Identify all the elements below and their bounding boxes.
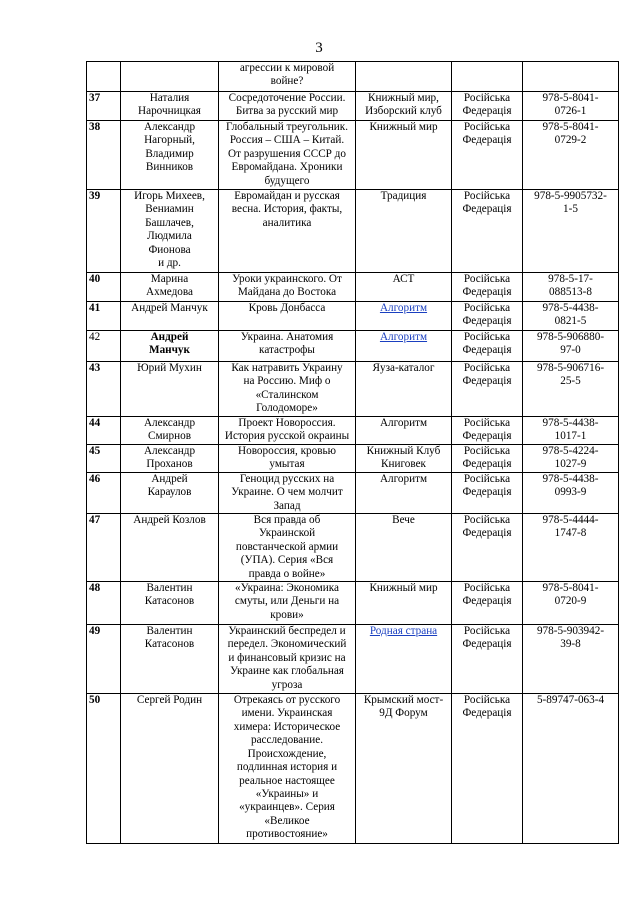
country-cell: Російська Федерація xyxy=(452,302,523,331)
table-row xyxy=(87,92,619,121)
table-row xyxy=(87,514,619,582)
publisher-link[interactable]: Алгоритм xyxy=(379,302,428,314)
num-cell: 37 xyxy=(87,92,121,121)
table-row xyxy=(87,331,619,362)
publisher-link[interactable]: Алгоритм xyxy=(379,331,428,343)
author-cell xyxy=(121,62,219,92)
country-cell xyxy=(452,62,523,92)
table-row xyxy=(87,417,619,445)
country-cell: Російська Федерація xyxy=(452,445,523,473)
country-cell: Російська Федерація xyxy=(452,121,523,190)
table-row xyxy=(87,625,619,694)
author-cell: Сергей Родин xyxy=(121,694,219,844)
title-cell: Кровь Донбасса xyxy=(219,302,356,331)
country-cell: Російська Федерація xyxy=(452,417,523,445)
table-row xyxy=(87,445,619,473)
author-cell: Валентин Катасонов xyxy=(121,625,219,694)
title-cell: Вся правда об Украинской повстанческой армии (УПА). Серия «Вся правда о войне» xyxy=(219,514,356,582)
num-cell: 48 xyxy=(87,582,121,625)
publisher-cell: Яуза-каталог xyxy=(356,362,452,417)
author-cell: Андрей Козлов xyxy=(121,514,219,582)
table-row xyxy=(87,582,619,625)
isbn-cell xyxy=(523,62,619,92)
num-cell: 50 xyxy=(87,694,121,844)
publisher-cell xyxy=(356,331,452,362)
table-row xyxy=(87,62,619,92)
author-cell: Марина Ахмедова xyxy=(121,273,219,302)
title-cell: Проект Новороссия. История русской окраины xyxy=(219,417,356,445)
publisher-cell: Книжный мир, Изборский клуб xyxy=(356,92,452,121)
isbn-cell: 978-5-4438- 0993-9 xyxy=(523,472,619,513)
table-row xyxy=(87,362,619,417)
publisher-cell xyxy=(356,62,452,92)
num-cell xyxy=(87,62,121,92)
num-cell: 42 xyxy=(87,331,121,362)
table-row xyxy=(87,273,619,302)
publisher-link[interactable]: Родная страна xyxy=(369,625,438,638)
page-number: 3 xyxy=(315,40,323,56)
author-cell: Александр Смирнов xyxy=(121,417,219,445)
title-cell: Как натравить Украину на Россию. Миф о «Сталинском Голодоморе» xyxy=(219,362,356,417)
isbn-cell: 978-5-903942- 39-8 xyxy=(523,625,619,694)
isbn-cell: 978-5-4444- 1747-8 xyxy=(523,514,619,582)
publisher-cell: Крымский мост- 9Д Форум xyxy=(356,694,452,844)
country-cell: Російська Федерація xyxy=(452,514,523,582)
isbn-cell: 978-5-9905732- 1-5 xyxy=(523,190,619,273)
num-cell: 47 xyxy=(87,514,121,582)
country-cell: Російська Федерація xyxy=(452,331,523,362)
books-table xyxy=(86,61,619,844)
table-row xyxy=(87,472,619,513)
country-cell: Російська Федерація xyxy=(452,92,523,121)
title-cell: агрессии к мировой войне? xyxy=(219,62,356,92)
title-cell: Украина. Анатомия катастрофы xyxy=(219,331,356,362)
author-cell: Андрей Караулов xyxy=(121,472,219,513)
publisher-cell: Традиция xyxy=(356,190,452,273)
author-cell: Игорь Михеев, Вениамин Башлачев, Людмила Фионова и др. xyxy=(121,190,219,273)
publisher-cell xyxy=(356,302,452,331)
isbn-cell: 978-5-4438- 1017-1 xyxy=(523,417,619,445)
isbn-cell: 978-5-4224- 1027-9 xyxy=(523,445,619,473)
num-cell: 49 xyxy=(87,625,121,694)
title-cell: Глобальный треугольник. Россия – США – Китай. От разрушения СССР до Евромайдана. Хроники будущего xyxy=(219,121,356,190)
country-cell: Російська Федерація xyxy=(452,472,523,513)
title-cell: Геноцид русских на Украине. О чем молчит Запад xyxy=(219,472,356,513)
isbn-cell: 978-5-906716- 25-5 xyxy=(523,362,619,417)
publisher-cell: Алгоритм xyxy=(356,472,452,513)
title-cell: Сосредоточение России. Битва за русский мир xyxy=(219,92,356,121)
title-cell: Отрекаясь от русского имени. Украинская химера: Историческое расследование. Происхождение, подлинная история и реальное настоящее «Украины» и «украинцев». Серия «Великое противостояние» xyxy=(219,694,356,844)
title-cell: «Украина: Экономика смуты, или Деньги на крови» xyxy=(219,582,356,625)
num-cell: 39 xyxy=(87,190,121,273)
publisher-cell: Книжный мир xyxy=(356,582,452,625)
num-cell: 38 xyxy=(87,121,121,190)
num-cell: 46 xyxy=(87,472,121,513)
num-cell: 40 xyxy=(87,273,121,302)
title-cell: Евромайдан и русская весна. История, факты, аналитика xyxy=(219,190,356,273)
publisher-cell xyxy=(356,625,452,694)
author-cell: Александр Нагорный, Владимир Винников xyxy=(121,121,219,190)
table-row xyxy=(87,121,619,190)
country-cell: Російська Федерація xyxy=(452,694,523,844)
title-cell: Новороссия, кровью умытая xyxy=(219,445,356,473)
title-cell: Уроки украинского. От Майдана до Востока xyxy=(219,273,356,302)
author-cell: Наталия Нарочницкая xyxy=(121,92,219,121)
num-cell: 44 xyxy=(87,417,121,445)
author-cell: Юрий Мухин xyxy=(121,362,219,417)
publisher-cell: Алгоритм xyxy=(356,417,452,445)
author-cell: Андрей Манчук xyxy=(121,302,219,331)
isbn-cell: 978-5-8041- 0726-1 xyxy=(523,92,619,121)
num-cell: 43 xyxy=(87,362,121,417)
publisher-cell: АСТ xyxy=(356,273,452,302)
country-cell: Російська Федерація xyxy=(452,273,523,302)
author-cell: Александр Проханов xyxy=(121,445,219,473)
publisher-cell: Книжный Клуб Книговек xyxy=(356,445,452,473)
isbn-cell: 978-5-8041- 0720-9 xyxy=(523,582,619,625)
country-cell: Російська Федерація xyxy=(452,625,523,694)
publisher-cell: Вече xyxy=(356,514,452,582)
isbn-cell: 978-5-17- 088513-8 xyxy=(523,273,619,302)
country-cell: Російська Федерація xyxy=(452,190,523,273)
isbn-cell: 5-89747-063-4 xyxy=(523,694,619,844)
publisher-cell: Книжный мир xyxy=(356,121,452,190)
isbn-cell: 978-5-4438- 0821-5 xyxy=(523,302,619,331)
isbn-cell: 978-5-906880- 97-0 xyxy=(523,331,619,362)
num-cell: 45 xyxy=(87,445,121,473)
country-cell: Російська Федерація xyxy=(452,362,523,417)
isbn-cell: 978-5-8041- 0729-2 xyxy=(523,121,619,190)
title-cell: Украинский беспредел и передел. Экономический и финансовый кризис на Украине как глобальная угроза xyxy=(219,625,356,694)
author-cell: Андрей Манчук xyxy=(121,331,219,362)
table-row xyxy=(87,190,619,273)
country-cell: Російська Федерація xyxy=(452,582,523,625)
table-row xyxy=(87,694,619,844)
author-cell: Валентин Катасонов xyxy=(121,582,219,625)
num-cell: 41 xyxy=(87,302,121,331)
table-row xyxy=(87,302,619,331)
